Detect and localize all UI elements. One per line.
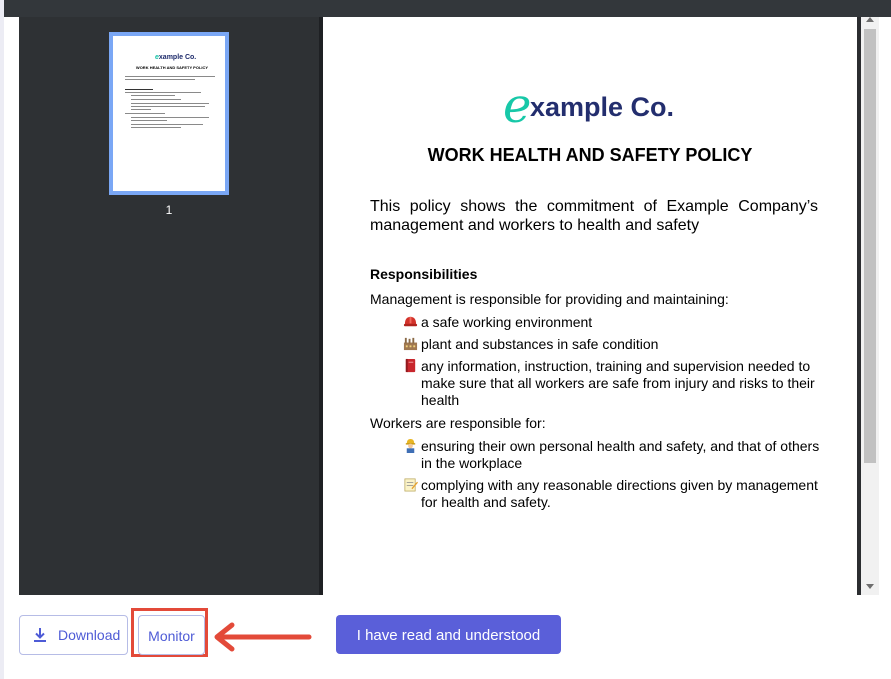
document-page [323,17,857,595]
pdf-viewer [19,17,861,595]
scroll-up-arrow-icon[interactable] [866,17,874,22]
worker-item [403,477,823,511]
thumbnail-page-number: 1 [165,203,173,217]
thumbnail-text-line [125,76,215,77]
read-and-understood-button[interactable]: I have read and understood [336,615,561,654]
annotation-arrow-icon [208,620,312,656]
page-thumbnail[interactable] [109,32,229,195]
thumbnail-logo [155,54,196,61]
thumbnail-text-line [131,127,181,128]
document-title: WORK HEALTH AND SAFETY POLICY [427,145,753,165]
management-item-text: plant and substances in safe condition [421,336,659,352]
thumbnail-text-line [131,124,203,125]
thumbnail-text-line [125,113,165,114]
thumbnail-text-line [131,95,175,96]
responsibilities-heading: Responsibilities [370,266,478,282]
worker-item-text: ensuring their own personal health and safety, and that of others in the workplace [421,438,820,471]
vertical-scrollbar[interactable] [861,17,879,595]
download-button[interactable] [19,615,128,655]
thumbnail-title: WORK HEALTH AND SAFETY POLICY [135,65,209,70]
workers-intro: Workers are responsible for: [370,415,546,431]
thumbnail-page [115,38,223,189]
management-item [403,314,823,331]
thumbnail-logo-text: xample Co. [158,54,197,61]
thumbnail-logo-e: e [155,54,159,61]
thumbnail-text-line [131,99,181,100]
thumbnail-text-line [131,109,151,110]
factory-icon [403,336,418,351]
management-item [403,336,823,353]
logo-e-glyph: e [503,78,532,134]
download-button-label: Download [58,627,121,643]
management-intro: Management is responsible for providing and maintaining: [370,291,729,307]
scroll-down-arrow-icon[interactable] [866,584,874,589]
thumbnail-text-line [125,89,153,90]
thumbnail-text-line [131,106,205,107]
monitor-button[interactable]: Monitor [138,615,205,655]
scroll-thumb[interactable] [864,29,876,463]
thumbnail-text-line [131,120,167,121]
thumbnail-text-line [125,92,201,93]
hard-hat-icon [403,314,418,329]
management-item-text: a safe working environment [421,314,593,330]
thumbnail-pane [19,17,319,595]
policy-intro: This policy shows the commitment of Example Company’s management and workers to health and safety [370,198,818,234]
thumbnail-text-line [131,117,209,118]
left-edge [0,0,4,679]
memo-icon [403,477,418,492]
worker-item [403,438,823,472]
download-icon [32,627,48,643]
worker-icon [403,438,418,453]
management-item [403,358,823,409]
top-toolbar-strip [0,0,891,17]
book-icon [403,358,418,373]
logo-text: xample Co. [530,92,675,122]
management-item-text: any information, instruction, training and supervision needed to make sure that all workers are safe from injury and risks to their health [421,358,815,408]
thumbnail-text-line [125,79,195,80]
worker-item-text: complying with any reasonable directions given by management for health and safety. [421,477,818,510]
thumbnail-text-line [131,103,209,104]
